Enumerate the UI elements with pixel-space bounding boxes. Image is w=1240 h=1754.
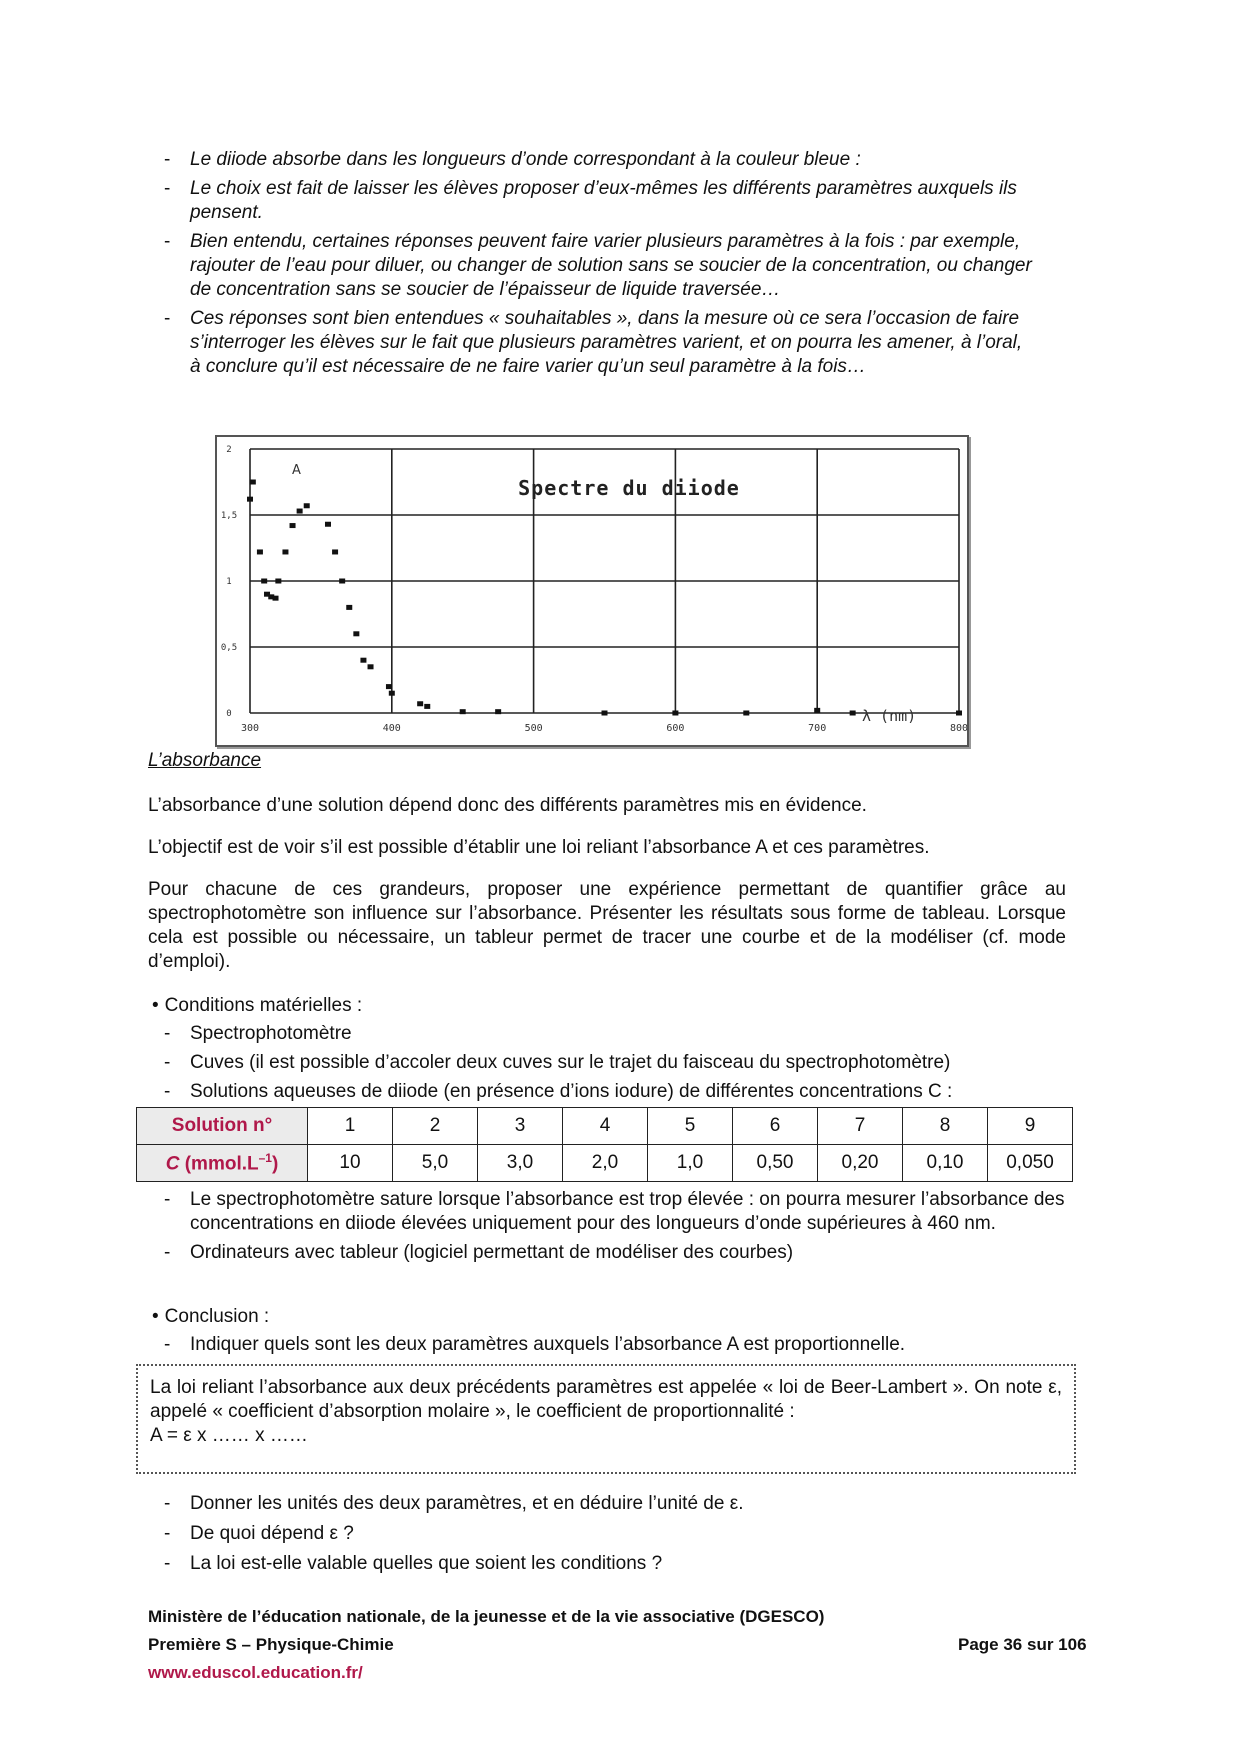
paragraph-2: L’objectif est de voir s’il est possible d’établir une loi reliant l’absorbance A et ces paramètres. (148, 837, 930, 858)
list-item: - Indiquer quels sont les deux paramètres auxquels l’absorbance A est proportionnelle. (148, 1333, 1066, 1357)
x-axis-label: λ (nm) (862, 707, 917, 725)
data-point (273, 596, 279, 601)
table-cell: 10 (308, 1145, 393, 1182)
footer-url-link[interactable]: www.eduscol.education.fr/ (148, 1663, 363, 1682)
table-cell: 5 (648, 1108, 733, 1145)
table-cell: 0,050 (988, 1145, 1073, 1182)
table-cell: 6 (733, 1108, 818, 1145)
list-item: - Spectrophotomètre (148, 1022, 1066, 1046)
conclusion-title-text: Conclusion : (164, 1306, 270, 1327)
data-point (368, 664, 374, 669)
data-point (850, 711, 856, 716)
solution-number-header: Solution n° (137, 1108, 308, 1145)
table-cell: 2,0 (563, 1145, 648, 1182)
data-point (389, 691, 395, 696)
table-cell: 1,0 (648, 1145, 733, 1182)
list-item: - La loi est-elle valable quelles que soient les conditions ? (148, 1552, 1066, 1576)
data-point (495, 709, 501, 714)
table-row (137, 1145, 1073, 1182)
beer-lambert-box (136, 1364, 1076, 1474)
list-item: - Ordinateurs avec tableur (logiciel permettant de modéliser des courbes) (148, 1241, 1066, 1265)
table-cell: 3,0 (478, 1145, 563, 1182)
footer-page: Page 36 sur 106 (958, 1635, 1087, 1654)
data-point (275, 579, 281, 584)
conditions-title (152, 994, 362, 1018)
list-item: - De quoi dépend ε ? (148, 1522, 1066, 1546)
paragraph-3: Pour chacune de ces grandeurs, proposer une expérience permettant de quantifier grâce au spectrophotomètre son influence sur l’absorbance. Présenter les résultats sous forme de tableau. Lorsque cela est possible ou nécessaire, un tableur permet de tracer une courbe et de la modéliser (cf. mode d’emploi). (148, 879, 1066, 972)
list-item: - Le spectrophotomètre sature lorsque l’absorbance est trop élevée : on pourra mesurer l’absorbance des concentrations en diiode élevées uniquement pour des longueurs d’onde supérieures à 460 nm. (148, 1188, 1066, 1236)
concentration-header (137, 1145, 308, 1182)
data-point (247, 497, 253, 502)
table-cell: 4 (563, 1108, 648, 1145)
data-point (417, 701, 423, 706)
y-tick-label: 0 (226, 709, 232, 719)
table-cell: 5,0 (393, 1145, 478, 1182)
data-point (460, 709, 466, 714)
data-point (672, 711, 678, 716)
x-tick-label: 400 (382, 723, 401, 734)
data-point (956, 711, 962, 716)
data-point (360, 658, 366, 663)
x-tick-label: 700 (808, 723, 827, 734)
table-cell: 0,10 (903, 1145, 988, 1182)
data-point (282, 549, 288, 554)
beer-lambert-formula: A = ε x …… x …… (150, 1425, 308, 1446)
solutions-table (136, 1107, 1073, 1182)
data-point (353, 631, 359, 636)
list-item: - Le choix est fait de laisser les élèves proposer d’eux-mêmes les différents paramètres auxquels ils pensent. (148, 177, 1036, 225)
table-cell: 3 (478, 1108, 563, 1145)
y-tick-label: 1 (226, 577, 232, 587)
conclusion-list (148, 1333, 1066, 1362)
data-point (814, 708, 820, 713)
list-item: - Solutions aqueuses de diiode (en présence d’ions iodure) de différentes concentrations C : (148, 1080, 1066, 1104)
conditions-title-text: Conditions matérielles : (164, 995, 363, 1016)
conclusion-title (152, 1305, 269, 1329)
x-tick-label: 600 (666, 723, 685, 734)
y-axis-label: A (292, 463, 301, 478)
data-point (261, 579, 267, 584)
table-cell: 8 (903, 1108, 988, 1145)
data-point (743, 711, 749, 716)
footer-ministry: Ministère de l’éducation nationale, de la jeunesse et de la vie associative (DGESCO) (148, 1607, 825, 1626)
x-tick-label: 300 (240, 723, 260, 734)
spectrum-chart (215, 435, 969, 747)
data-point (297, 509, 303, 514)
x-tick-label: 500 (524, 723, 543, 734)
list-item: - Bien entendu, certaines réponses peuvent faire varier plusieurs paramètres à la fois : par exemple, rajouter de l’eau pour diluer, ou changer de solution sans se soucier de la concentration, ou changer de concentration sans se soucier de l’épaisseur de liquide traversée… (148, 230, 1036, 302)
data-point (386, 684, 392, 689)
data-point (339, 579, 345, 584)
data-point (325, 522, 331, 527)
spectrum-chart-svg (217, 437, 967, 745)
table-cell: 2 (393, 1108, 478, 1145)
conditions-list-2 (148, 1188, 1066, 1270)
concentration-unit-close: ) (271, 1153, 279, 1175)
y-tick-label: 0,5 (220, 643, 238, 653)
y-tick-label: 2 (226, 445, 232, 455)
table-row (137, 1108, 1073, 1145)
data-point (257, 549, 263, 554)
conditions-list (148, 1022, 1066, 1109)
list-item: - Ces réponses sont bien entendues « souhaitables », dans la mesure où ce sera l’occasion de faire s’interroger les élèves sur le fait que plusieurs paramètres varient, et on pourra les amener, à l’oral, à conclure qu’il est nécessaire de ne faire varier qu’un seul paramètre à la fois… (148, 307, 1036, 379)
footer-course: Première S – Physique-Chimie (148, 1635, 394, 1654)
table-cell: 1 (308, 1108, 393, 1145)
data-point (346, 605, 352, 610)
data-point (290, 523, 296, 528)
data-point (424, 704, 430, 709)
final-questions (148, 1492, 1066, 1581)
concentration-symbol: C (165, 1153, 180, 1175)
table-cell: 0,20 (818, 1145, 903, 1182)
data-point (304, 503, 310, 508)
paragraph-1: L’absorbance d’une solution dépend donc des différents paramètres mis en évidence. (148, 795, 867, 816)
x-tick-label: 800 (949, 723, 967, 734)
table-cell: 7 (818, 1108, 903, 1145)
intro-list (148, 148, 1036, 384)
y-tick-label: 1,5 (220, 511, 238, 521)
concentration-exponent: –1 (258, 1150, 272, 1165)
list-item: - Donner les unités des deux paramètres, et en déduire l’unité de ε. (148, 1492, 1066, 1516)
list-item: - Cuves (il est possible d’accoler deux cuves sur le trajet du faisceau du spectrophotomètre) (148, 1051, 1066, 1075)
list-item: - Le diiode absorbe dans les longueurs d’onde correspondant à la couleur bleue : (148, 148, 1036, 172)
beer-lambert-text: La loi reliant l’absorbance aux deux précédents paramètres est appelée « loi de Beer-Lambert ». On note ε, appelé « coefficient d’absorption molaire », le coefficient de proportionnalité : (150, 1377, 1062, 1422)
chart-title: Spectre du diiode (518, 476, 740, 500)
data-point (250, 480, 256, 485)
concentration-unit: (mmol.L (179, 1153, 259, 1175)
data-point (602, 711, 608, 716)
table-cell: 9 (988, 1108, 1073, 1145)
section-title: L’absorbance (148, 750, 262, 771)
table-cell: 0,50 (733, 1145, 818, 1182)
data-point (332, 549, 338, 554)
